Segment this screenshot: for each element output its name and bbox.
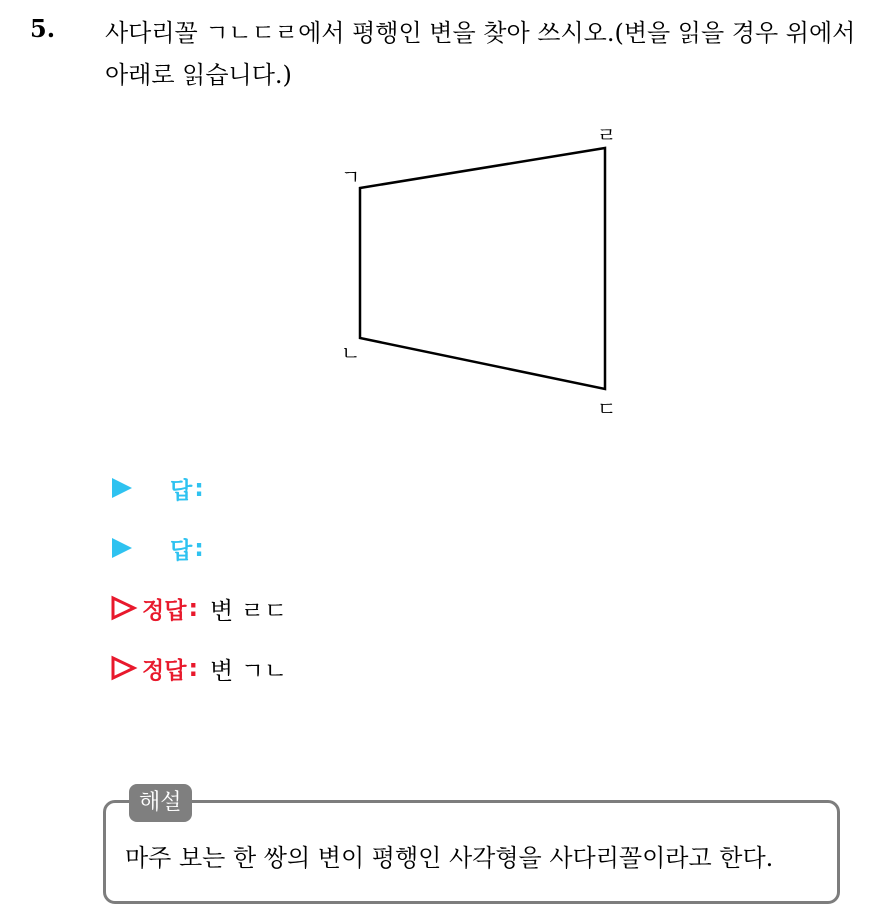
filled-triangle-icon	[110, 536, 134, 560]
answer-row-1	[110, 470, 216, 506]
correct-answer-row-1	[110, 590, 287, 626]
answer-row-2	[110, 530, 216, 566]
vertex-label-bottom-left: ㄴ	[341, 341, 361, 365]
answer-label: 답	[170, 477, 193, 504]
correct-answer-value: 변 ㄱㄴ	[210, 656, 288, 685]
answer-colon: :	[194, 474, 204, 502]
vertex-label-top-left: ㄱ	[341, 165, 361, 189]
trapezoid-shape	[360, 148, 605, 389]
filled-triangle-icon	[110, 476, 134, 500]
outline-triangle-icon	[110, 655, 138, 681]
vertex-label-top-right: ㄹ	[597, 123, 617, 147]
question-text: 사다리꼴 ㄱㄴㄷㄹ에서 평행인 변을 찾아 쓰시오.(변을 읽을 경우 위에서 아래로 읽습니다.)	[105, 19, 856, 89]
outline-triangle-icon	[110, 595, 138, 621]
vertex-label-bottom-right: ㄷ	[597, 397, 617, 421]
explanation-text: 마주 보는 한 쌍의 변이 평행인 사각형을 사다리꼴이라고 한다.	[125, 844, 774, 872]
correct-answer-colon: :	[188, 594, 199, 622]
question-number: 5.	[30, 14, 56, 43]
correct-answer-row-2	[110, 650, 287, 686]
correct-answer-label: 정답	[142, 657, 187, 684]
answer-label: 답	[170, 537, 193, 564]
answer-colon: :	[194, 534, 204, 562]
correct-answer-value: 변 ㄹㄷ	[210, 596, 288, 625]
explanation-tag: 해설	[129, 784, 192, 822]
correct-answer-colon: :	[188, 654, 199, 682]
correct-answer-label: 정답	[142, 597, 187, 624]
